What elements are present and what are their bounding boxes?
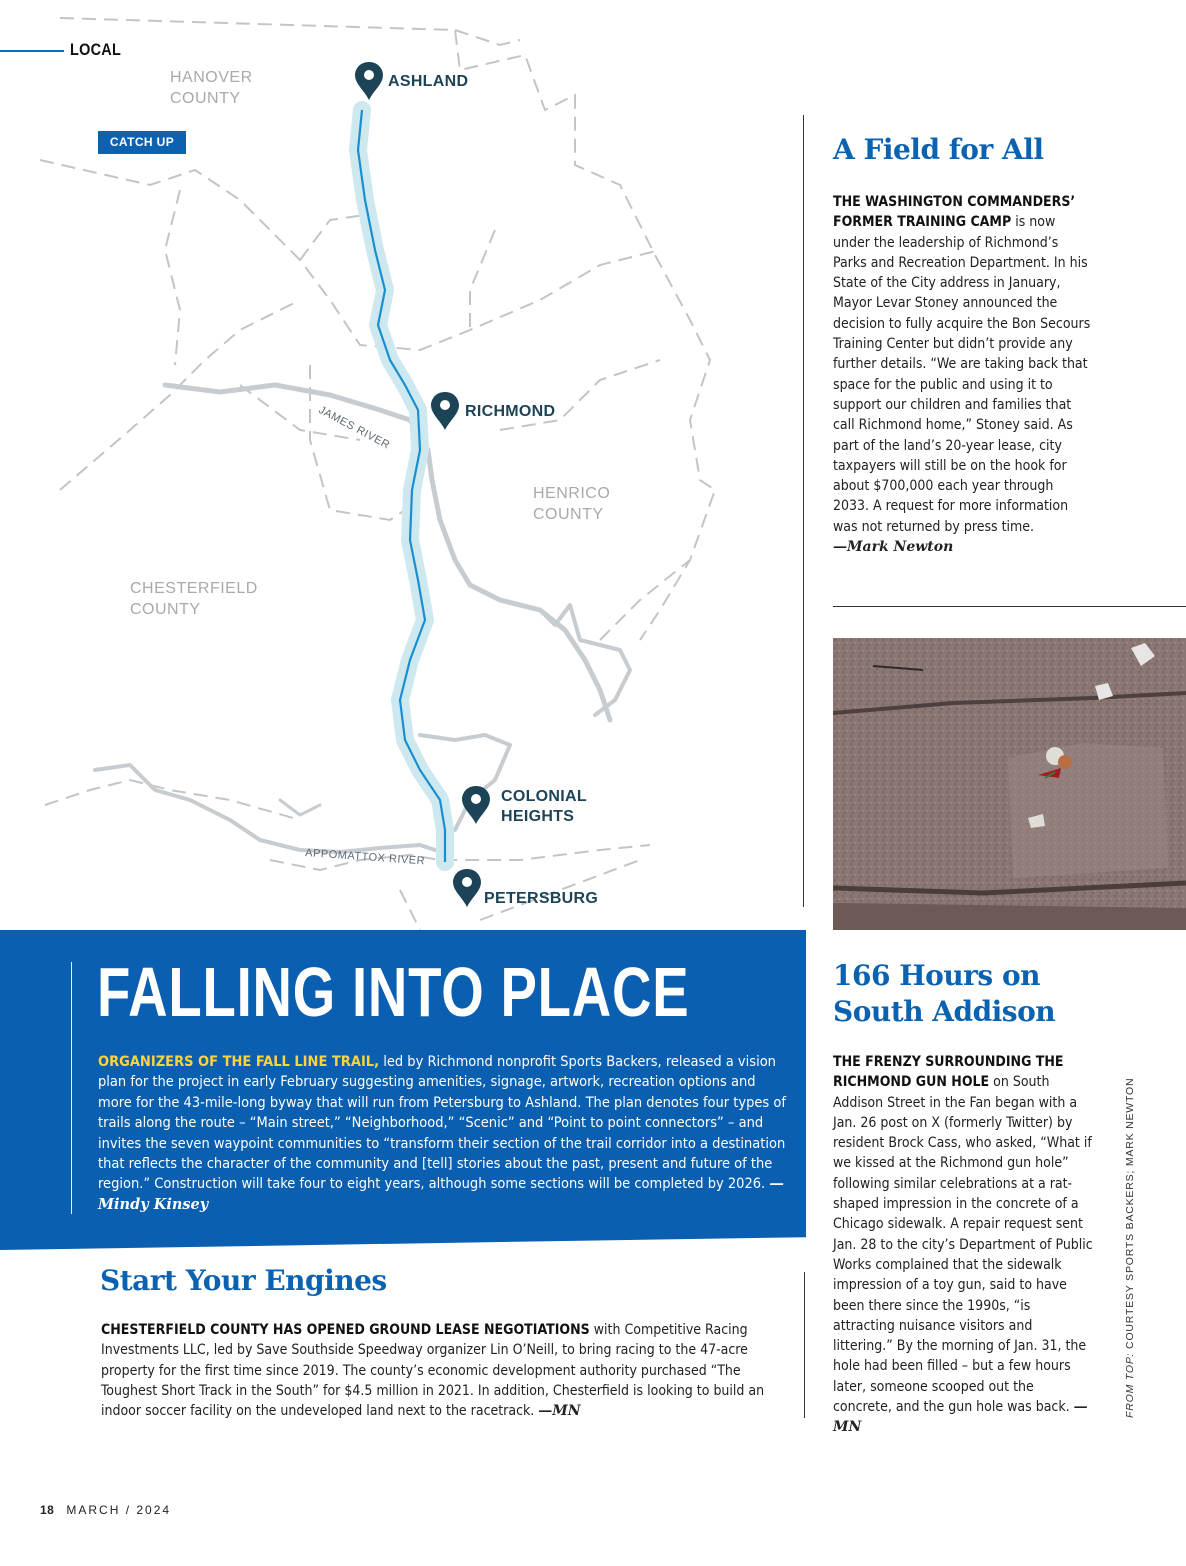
addison-headline-line2: South Addison xyxy=(833,995,1056,1028)
field-text: is now under the leadership of Richmond’s Parks and Recreation Department. In his State of the City address in January, Mayor Levar Stoney announced the decision to fully acquire the Bon Secours Training Center but didn’t provide any further details. “We are taking back that space for the public and using it to support our children and families that call Richmond home,” Stoney said. As part of the land’s 20-year lease, city taxpayers will still be on the hook for about $700,000 each year through 2033. A request for more information was not returned by press time. xyxy=(833,214,1091,535)
column-rule-lower xyxy=(804,1272,805,1418)
map-pin-icon xyxy=(355,62,383,100)
banner-headline: FALLING INTO PLACE xyxy=(97,953,690,1031)
map-pin-icon xyxy=(462,786,490,824)
section-label: LOCAL xyxy=(70,40,122,59)
county-label-hanover-2: COUNTY xyxy=(170,90,241,107)
engines-byline: —MN xyxy=(538,1403,581,1420)
page-number: 18 xyxy=(40,1503,55,1517)
map-pin-icon xyxy=(431,392,459,430)
river-label-appomattox: APPOMATTOX RIVER xyxy=(304,847,426,868)
gun-hole-photo xyxy=(833,638,1186,930)
boundary-lines xyxy=(40,18,715,930)
addison-headline-line1: 166 Hours on xyxy=(833,959,1040,992)
river-label-james: JAMES RIVER xyxy=(316,404,392,452)
banner-article xyxy=(98,1052,788,1215)
county-label-henrico-2: COUNTY xyxy=(533,506,604,523)
banner-lead: ORGANIZERS OF THE FALL LINE TRAIL, xyxy=(98,1054,380,1070)
county-label-hanover-1: HANOVER xyxy=(170,69,253,86)
county-label-henrico-1: HENRICO xyxy=(533,485,611,502)
addison-byline: —MN xyxy=(833,1399,1088,1436)
addison-text: on South Addison Street in the Fan began with a Jan. 26 post on X (formerly Twitter) by resident Brock Cass, who asked, “What if we kissed at the Richmond gun hole” following similar celebrations at a rat-shaped impression in the concrete of a Chicago sidewalk. A repair request sent Jan. 28 to the city’s Department of Public Works complained that the sidewalk impression of a toy gun, said to have been there since the 1990s, “is attracting nuisance visitors and littering.” By the morning of Jan. 31, the hole had been filled – but a few hours later, someone scooped out the concrete, and the gun hole was back. xyxy=(833,1074,1093,1416)
map-pin-icon xyxy=(453,869,481,907)
banner-byline: —Mindy Kinsey xyxy=(98,1175,784,1213)
field-divider xyxy=(833,606,1186,607)
addison-lead: THE FRENZY SURROUNDING THE RICHMOND GUN HOLE xyxy=(833,1054,1064,1091)
banner-rule xyxy=(71,962,72,1214)
banner-text: led by Richmond nonprofit Sports Backers, released a vision plan for the project in early February suggesting amenities, signage, artwork, recreation options and more for the 43-mile-long byway that will run from Petersburg to Ashland. The plan denotes four types of trails along the route – “Main street,” “Neighborhood,” “Scenic” and “Point to point connectors” – and invites the seven waypoint communities to “transform their section of the trail corridor into a destination that reflects the character of the community and [tell] stories about the past, present and future of the region.” Construction will take four to eight years, although some sections will be completed by 2026. xyxy=(98,1054,786,1193)
city-label-richmond: RICHMOND xyxy=(465,403,556,420)
field-headline: A Field for All xyxy=(833,133,1044,166)
photo-credit-text: COURTESY SPORTS BACKERS; MARK NEWTON xyxy=(1124,1077,1136,1353)
rivers xyxy=(95,385,630,855)
engines-headline: Start Your Engines xyxy=(100,1264,387,1297)
addison-headline xyxy=(833,958,1055,1030)
column-rule-upper xyxy=(803,115,804,907)
engines-text: with Competitive Racing Investments LLC, led by Save Southside Speedway organizer Lin O’Neill, to bring racing to the 47-acre property for the first time since 2019. The county’s economic development authority purchased “The Toughest Short Track in the South” for $4.5 million in 2021. In addition, Chesterfield is looking to build an indoor soccer facility on the undeveloped land next to the racetrack. xyxy=(101,1322,765,1420)
county-label-chesterfield-2: COUNTY xyxy=(130,601,201,618)
page-folio xyxy=(40,1503,171,1517)
engines-article xyxy=(101,1320,773,1421)
engines-lead: CHESTERFIELD COUNTY HAS OPENED GROUND LEASE NEGOTIATIONS xyxy=(101,1322,590,1338)
photo-credit xyxy=(1124,1078,1136,1418)
city-label-petersburg: PETERSBURG xyxy=(484,890,599,907)
city-label-colonial-2: HEIGHTS xyxy=(501,808,575,825)
issue-date: MARCH / 2024 xyxy=(66,1503,172,1517)
county-label-chesterfield-1: CHESTERFIELD xyxy=(130,580,258,597)
photo-credit-prefix: FROM TOP: xyxy=(1124,1352,1136,1418)
catch-up-tag: CATCH UP xyxy=(98,131,186,154)
field-article xyxy=(833,192,1091,557)
field-byline: —Mark Newton xyxy=(833,539,954,556)
city-label-ashland: ASHLAND xyxy=(388,73,469,90)
addison-article xyxy=(833,1052,1095,1438)
field-lead: THE WASHINGTON COMMANDERS’ FORMER TRAINING CAMP xyxy=(833,194,1076,231)
city-label-colonial-1: COLONIAL xyxy=(501,788,587,805)
